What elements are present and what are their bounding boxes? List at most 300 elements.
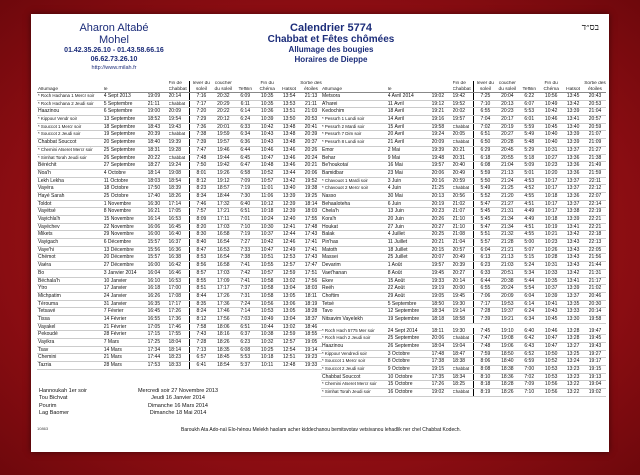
table-cell: Tsav [38, 346, 49, 353]
table-cell: 8 Novembre [103, 208, 131, 215]
table-cell: 19:48 [431, 154, 445, 161]
table-cell: 10:11 [261, 362, 274, 369]
table-cell: 8:18 [480, 381, 491, 388]
table-cell: 12:53 [282, 254, 296, 261]
holiday-row [39, 395, 321, 402]
table-cell: Chabbat [453, 389, 475, 396]
table-cell: 10:56 [544, 389, 558, 396]
table-cell: 19:53 [501, 300, 514, 307]
table-cell: 8 Octobre [387, 358, 410, 365]
table-cell: 6:36 [240, 139, 251, 146]
table-cell: 10:40 [544, 131, 558, 138]
table-cell: 18:43 [147, 123, 161, 130]
table-row [37, 208, 322, 216]
table-cell: 17:40 [147, 192, 161, 199]
table-cell: 19:04 [453, 343, 475, 350]
table-cell: 20:39 [304, 131, 318, 138]
table-cell: 18:36 [501, 373, 514, 380]
table-cell: Noa'h [38, 169, 51, 176]
table-cell: 25 Octobre [103, 192, 129, 199]
table-cell: 5:29 [524, 146, 535, 153]
table-cell: 13:50 [282, 116, 296, 123]
table-row [37, 247, 322, 255]
table-cell: 20:45 [501, 146, 514, 153]
table-cell: 19:39 [431, 146, 445, 153]
table-cell: 16:54 [217, 239, 230, 246]
table-cell: 21:13 [501, 254, 514, 261]
table-row [37, 216, 322, 224]
table-cell: * Roch Hach 5775 Mer soir [322, 327, 375, 333]
table-cell: 17:17 [217, 285, 230, 292]
table-cell: 20:53 [304, 116, 318, 123]
table-cell: 19:38 [304, 185, 318, 192]
table-cell: 18:26 [217, 339, 230, 345]
table-cell: 21:28 [501, 239, 514, 246]
table-cell: 21:02 [588, 285, 602, 292]
table-cell: 20:21 [453, 147, 475, 154]
table-cell: 18:44 [217, 192, 230, 199]
table-cell: 10:38 [260, 331, 274, 338]
table-cell: Vaet'hanan [322, 269, 347, 276]
table-cell: Vaéra [38, 262, 51, 269]
table-cell: 7 Février [103, 308, 124, 315]
table-cell: 20:17 [501, 116, 514, 123]
table-cell: * Kippour Vendr soir [38, 116, 78, 122]
table-cell: 7:14 [240, 308, 251, 315]
table-cell: 10:17 [544, 208, 558, 215]
table-cell: 13:37 [566, 146, 580, 153]
table-cell: 5:01 [524, 169, 535, 176]
table-cell: 10:47 [260, 246, 274, 253]
column-header: lever du soleil [192, 81, 210, 92]
table-cell: 7:20 [196, 108, 207, 115]
table-cell: 18:50 [431, 300, 445, 307]
table-cell: * Kippour Vendredi soir [322, 350, 367, 356]
table-cell: 7:19 [240, 231, 251, 238]
table-row [321, 231, 606, 239]
table-cell: Houkat [322, 223, 338, 230]
table-cell: 19:14 [453, 308, 475, 315]
table-cell: 10:39 [260, 116, 274, 123]
table-cell: 18:31 [147, 146, 161, 153]
table-cell: 22:07 [588, 192, 602, 199]
table-row [37, 131, 322, 139]
table-row [37, 185, 322, 193]
table-cell: 21:10 [453, 216, 475, 223]
table-cell: 13:51 [282, 108, 296, 115]
table-cell: 4:55 [524, 192, 535, 199]
table-cell: * Chavouot 2 Mercr soir [322, 185, 369, 191]
table-cell: 7:29 [196, 116, 207, 123]
table-cell: 27 Septembre [103, 162, 136, 169]
table-cell: 6:22 [524, 93, 535, 99]
table-cell: Hayé Sarah [38, 192, 65, 199]
table-cell: 6:45 [240, 154, 251, 161]
holiday-row [39, 403, 321, 410]
table-cell: 6:41 [196, 362, 207, 369]
table-cell: 17:46 [217, 308, 230, 315]
table-cell: 15 Avril [387, 123, 405, 130]
table-cell: 21:04 [453, 239, 475, 246]
table-cell: 10:41 [544, 300, 558, 307]
table-cell: 7:48 [196, 154, 207, 161]
table-cell: Emor [322, 146, 334, 153]
table-cell: 15 Août [387, 277, 405, 284]
table-cell: 14 Mars [103, 346, 122, 353]
table-cell: 21:25 [431, 185, 445, 192]
table-cell: * Roch Hach 2 Jeudi soir [322, 335, 371, 341]
table-cell: 10:53 [544, 366, 558, 373]
mohel-title: Mohel [99, 34, 129, 46]
holiday-name: Lag Baomer [39, 410, 69, 417]
table-cell: 19:46 [217, 146, 230, 153]
table-cell: 19:57 [217, 139, 230, 146]
table-cell: 5:09 [524, 162, 535, 169]
table-cell: 19:10 [501, 327, 514, 334]
table-cell: 20:06 [304, 169, 318, 176]
table-cell: 10:28 [544, 254, 558, 261]
table-cell: 18:04 [431, 343, 445, 349]
website-link[interactable]: http://www.milah.fr [91, 65, 137, 71]
table-cell: Massei [322, 254, 338, 261]
table-cell: Tetsé [322, 300, 334, 307]
table-cell: 20:15 [431, 246, 445, 253]
table-row [321, 335, 606, 343]
table-cell: 6:23 [480, 262, 491, 269]
table-cell: 8:08 [480, 366, 491, 373]
table-cell: 18:11 [431, 327, 444, 334]
table-cell: 13:35 [566, 300, 580, 307]
table-row [321, 224, 606, 232]
table-cell: 10:17 [544, 200, 558, 207]
table-cell: 19:21 [501, 315, 514, 322]
table-cell: 18:14 [304, 200, 318, 207]
table-cell: 16:00 [147, 262, 161, 269]
table-cell: Kora'h [322, 216, 337, 222]
table-cell: 13:48 [282, 123, 296, 130]
table-cell: 10:50 [544, 350, 558, 357]
table-cell: 7:45 [480, 327, 491, 334]
column-header: Allumage [38, 86, 58, 92]
table-cell: 16:00 [147, 231, 161, 238]
table-cell: 8:12 [196, 177, 207, 184]
table-cell: 6:55 [480, 108, 491, 115]
table-cell: 19:57 [431, 262, 445, 269]
table-cell: 20:00 [453, 285, 475, 292]
table-cell: 22 Novembre [103, 223, 134, 230]
table-cell: 7:01 [240, 216, 251, 222]
table-cell: 18:03 [304, 285, 318, 292]
table-cell: * Souccot 1 Mercr soir [38, 123, 82, 129]
table-cell: 5:49 [480, 185, 491, 192]
table-cell: 13:36 [566, 192, 580, 199]
table-cell: 21:59 [588, 169, 602, 176]
column-header: Allumage [322, 86, 342, 92]
table-cell: * Souccot 2 Jeudi soir [38, 131, 81, 137]
table-cell: 18:39 [169, 185, 191, 192]
blessing-text: Baroukh Ata Ado-naï Elo-hénou Melekh haolam acher kiddechanou bemitsvotav vetsivanou lehadlik ner chel Chabbat Kodech. [181, 427, 461, 433]
table-cell: 12:57 [282, 262, 296, 269]
table-cell: 4 Sept 2013 [103, 93, 131, 99]
table-cell: 5:50 [480, 177, 491, 184]
table-cell: 22:13 [588, 239, 602, 246]
table-cell: 22:12 [588, 185, 602, 192]
table-cell: 21:04 [588, 108, 602, 115]
table-cell: 19:05 [304, 339, 318, 345]
table-cell: 6:34 [524, 315, 535, 322]
table-cell: 26 Septembre [103, 154, 136, 161]
table-cell: 17:14 [169, 201, 191, 208]
table-row [321, 208, 606, 216]
table-cell: 17:21 [217, 208, 230, 215]
table-cell: * Souccot 1 Mercr soir [322, 358, 366, 364]
table-cell: 10:36 [260, 108, 274, 115]
table-cell: 16:45 [169, 224, 191, 231]
table-cell: Térouma [38, 300, 59, 307]
table-cell: 22:18 [588, 231, 602, 238]
table-cell: 20:49 [453, 170, 475, 177]
table-cell: 18:50 [501, 350, 514, 357]
table-cell: 7:16 [196, 93, 207, 99]
table-cell: 21:49 [588, 162, 602, 169]
table-cell: 10:31 [544, 146, 558, 153]
table-cell: 21:03 [304, 108, 318, 115]
table-cell: 19 Septembre [103, 131, 136, 138]
table-cell: 10:18 [260, 208, 274, 215]
table-cell: 7:50 [196, 162, 207, 169]
table-cell: 19:42 [453, 93, 475, 100]
table-cell: 17:03 [217, 223, 230, 230]
table-cell: 21:08 [453, 231, 475, 238]
table-cell: 13:39 [566, 216, 580, 222]
table-cell: 10:56 [544, 93, 558, 99]
table-cell: Tavo [322, 308, 333, 315]
table-cell: 16:38 [169, 254, 191, 261]
table-cell: 7:38 [196, 131, 207, 138]
table-cell: 25 Juillet [387, 254, 408, 261]
table-cell: 12:57 [282, 339, 296, 345]
table-cell: 5:52 [480, 192, 491, 199]
table-cell: 5:47 [480, 223, 491, 230]
table-cell: 13:41 [566, 277, 580, 284]
right-header-row [321, 77, 606, 93]
table-cell: 5:48 [524, 139, 535, 146]
table-cell: 10:18 [544, 216, 558, 222]
table-cell: 16:53 [217, 246, 230, 253]
table-cell: 8:44 [196, 292, 207, 299]
table-cell: Bamidbar [322, 169, 344, 176]
table-cell: 19:24 [431, 131, 445, 138]
table-cell: 19:30 [453, 301, 475, 308]
table-cell: 21 Février [103, 323, 127, 330]
table-cell: Tissa [38, 315, 50, 322]
table-cell: 8:55 [196, 277, 207, 284]
table-cell: 17:17 [169, 301, 191, 308]
table-cell: 19:52 [304, 177, 318, 184]
table-cell: 29 Novembre [103, 231, 134, 238]
table-cell: Chabbat [169, 131, 191, 138]
table-cell: 19:09 [147, 93, 161, 99]
table-cell: 21:03 [501, 262, 514, 269]
table-cell: 7:31 [240, 292, 251, 299]
table-row [37, 316, 322, 324]
table-cell: 19:57 [431, 162, 445, 169]
table-cell: 29 Août [387, 292, 405, 299]
table-cell: 13 Juin [387, 208, 404, 215]
table-cell: 12:46 [282, 239, 296, 246]
table-cell: 10:25 [260, 346, 274, 353]
table-cell: Behaaloteha [322, 200, 351, 207]
table-cell: 16:26 [147, 292, 161, 299]
table-cell: 12:40 [282, 216, 296, 222]
table-cell: 12:48 [282, 362, 296, 369]
table-cell: 5:34 [524, 269, 535, 276]
table-cell: 16:45 [147, 308, 161, 315]
table-cell: 10:45 [544, 315, 558, 322]
holiday-date: Jeudi 16 Janvier 2014 [151, 395, 205, 402]
table-cell: 10:27 [544, 154, 558, 161]
table-cell: 9 Mai [387, 154, 400, 161]
table-cell: 6:01 [524, 116, 535, 123]
table-cell: 10:49 [544, 100, 558, 107]
table-cell: 18:34 [453, 374, 475, 381]
table-row [321, 193, 606, 201]
table-cell: 4:51 [524, 223, 535, 230]
table-cell: 19:47 [588, 327, 602, 334]
table-cell: 6:09 [240, 93, 251, 99]
doc-code: 10863 [37, 426, 49, 431]
table-row [37, 270, 322, 278]
table-cell: 13:23 [566, 366, 580, 373]
table-cell: 5 Septembre [387, 300, 417, 307]
table-cell: 7:10 [240, 223, 251, 230]
table-cell: 4:49 [524, 216, 535, 222]
table-row [37, 201, 322, 209]
table-cell: 10:53 [260, 308, 274, 315]
column-header: Fin de Chabbat [169, 81, 191, 92]
table-cell: 6:47 [240, 162, 251, 169]
table-cell: 18:47 [453, 351, 475, 358]
table-cell: Behar [322, 154, 336, 161]
table-cell: 4 Avril 2014 [387, 93, 414, 99]
table-cell: 16:46 [169, 270, 191, 277]
table-cell: 20:19 [501, 123, 514, 130]
table-cell: 19:02 [588, 389, 602, 396]
table-cell: 9 Octobre [387, 366, 410, 373]
table-cell: 20:01 [217, 123, 230, 130]
table-cell: 18:54 [169, 178, 191, 185]
table-cell: 27 Juin [387, 223, 404, 230]
table-row [321, 101, 606, 109]
table-cell: 17:53 [147, 362, 161, 369]
table-row [321, 108, 606, 116]
table-cell: 19:21 [431, 108, 445, 115]
table-cell: 16:21 [147, 208, 161, 215]
table-cell: 10:46 [544, 327, 558, 334]
table-cell: 12:49 [282, 246, 296, 253]
table-cell: Haazinou [38, 108, 60, 115]
table-cell: 13:22 [566, 381, 580, 388]
table-cell: 20:31 [453, 155, 475, 162]
table-cell: 18:54 [217, 362, 230, 369]
holiday-name: Tou Bichvat [39, 395, 68, 402]
table-cell: 8:19 [480, 389, 491, 396]
table-cell: 16:10 [147, 277, 161, 284]
table-row [37, 124, 322, 132]
table-cell: 20:41 [304, 123, 318, 130]
table-cell: 20 Septembre [103, 139, 136, 146]
table-cell: 17:32 [217, 200, 230, 207]
table-cell: 3 Octobre [387, 350, 410, 357]
table-cell: 17:56 [217, 315, 230, 322]
table-cell: 7:47 [480, 335, 491, 342]
table-cell: 5:00 [524, 239, 535, 246]
table-cell: 3 Janvier 2014 [103, 269, 137, 276]
table-cell: 13:39 [566, 285, 580, 292]
table-cell: 18:46 [304, 323, 318, 330]
table-cell: 6:07 [524, 100, 535, 107]
table-cell: 7:59 [480, 350, 491, 357]
table-cell: 19:25 [304, 192, 318, 199]
table-cell: 19:12 [217, 177, 230, 184]
table-cell: 16:55 [147, 315, 161, 322]
table-cell: 25 Septembre [387, 335, 420, 342]
table-cell: 17:36 [169, 316, 191, 323]
table-cell: 6:11 [240, 100, 250, 107]
table-cell: 7:04 [480, 116, 491, 123]
table-cell: 13:37 [566, 200, 580, 207]
table-cell: 3 Juin [387, 177, 402, 184]
table-cell: 18:03 [147, 177, 161, 184]
page-subtitle: Chabbat et Fêtes chômées [267, 34, 395, 45]
table-cell: Chabbat Souccot [322, 373, 361, 380]
table-cell: 22:19 [588, 208, 602, 215]
table-cell: 20:14 [169, 93, 191, 100]
table-cell: 21:34 [501, 223, 514, 230]
table-cell: 6 Juin [387, 200, 402, 207]
table-row [37, 254, 322, 262]
table-cell: 7:27 [240, 239, 251, 246]
table-cell: 20 Avril [387, 131, 405, 138]
table-cell: 17:09 [217, 277, 230, 284]
table-cell: 19:58 [588, 315, 602, 322]
table-cell: 19:02 [431, 93, 445, 99]
table-cell: 7:43 [196, 331, 207, 338]
table-row [37, 162, 322, 170]
table-cell: 18:28 [304, 308, 318, 315]
table-cell: 6:18 [480, 154, 491, 161]
table-cell: 18:11 [304, 292, 318, 299]
table-cell: 10:52 [544, 358, 558, 365]
table-cell: 17:48 [431, 350, 445, 357]
table-cell: 21:27 [588, 146, 602, 153]
table-cell: 13:42 [566, 269, 580, 276]
table-cell: Toldot [38, 200, 52, 207]
table-cell: 20:16 [431, 177, 445, 184]
holiday-row [39, 388, 321, 395]
table-cell: 19:19 [431, 285, 445, 292]
table-cell: 20:14 [588, 308, 602, 315]
table-cell: 7:03 [240, 315, 251, 322]
table-cell: 10:37 [260, 231, 274, 238]
table-cell: Haazinou [322, 343, 344, 349]
table-cell: 13:43 [566, 246, 580, 253]
table-cell: 10:57 [260, 269, 274, 276]
table-cell: 19:14 [304, 346, 318, 353]
table-cell: 13:45 [566, 93, 580, 99]
table-cell: 10:32 [260, 339, 274, 345]
table-cell: 10:43 [544, 308, 558, 315]
